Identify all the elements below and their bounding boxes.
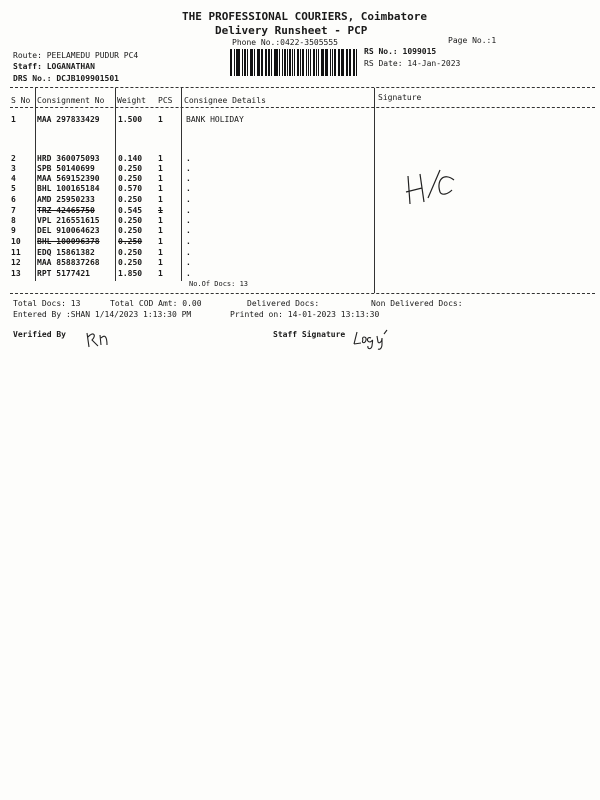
barcode-bar <box>325 49 326 76</box>
barcode-bar <box>332 49 333 76</box>
row-sno: 5 <box>11 184 16 193</box>
header-rule <box>10 107 595 108</box>
col-header-pcs: PCS <box>158 96 173 105</box>
barcode-bar <box>313 49 315 76</box>
row-pcs: 1 <box>158 216 163 225</box>
barcode-bar <box>292 49 293 76</box>
row-consignment: TRZ 42465750 <box>37 206 95 215</box>
row-details: . <box>186 154 191 163</box>
verified-by-label: Verified By <box>13 330 66 339</box>
barcode-bar <box>284 49 286 76</box>
barcode-bar <box>339 49 340 76</box>
barcode-bar <box>237 49 240 76</box>
barcode-bar <box>297 49 300 76</box>
row-weight: 1.850 <box>118 269 143 278</box>
barcode-bar <box>316 49 317 76</box>
row-weight: 0.250 <box>118 174 143 183</box>
col-header-signature: Signature <box>378 93 422 102</box>
row-pcs: 1 <box>158 184 163 193</box>
barcode-bar <box>236 49 237 76</box>
runsheet-title: Delivery Runsheet - PCP <box>215 24 368 37</box>
barcode-bar <box>274 49 275 76</box>
row-details: . <box>186 164 191 173</box>
col-divider-sno <box>35 88 36 281</box>
staff-signature-label: Staff Signature <box>273 330 346 339</box>
non-delivered-docs: Non Delivered Docs: <box>371 299 463 308</box>
row-weight: 0.250 <box>118 216 143 225</box>
barcode-bar <box>279 49 280 76</box>
row-details: . <box>186 248 191 257</box>
row-sno: 8 <box>11 216 16 225</box>
barcode-bar <box>338 49 339 76</box>
barcode-bar <box>306 49 307 76</box>
row-pcs: 1 <box>158 206 163 215</box>
row-weight: 0.140 <box>118 154 143 163</box>
company-name: THE PROFESSIONAL COURIERS, Coimbatore <box>182 10 428 23</box>
barcode-bar <box>346 49 348 76</box>
barcode-bar <box>275 49 278 76</box>
delivered-docs: Delivered Docs: <box>247 299 320 308</box>
staff-name: Staff: LOGANATHAN <box>13 62 95 71</box>
row-consignment: EDQ 15861382 <box>37 248 95 257</box>
row-details: BANK HOLIDAY <box>186 115 244 124</box>
barcode-bar <box>353 49 355 76</box>
barcode-bar <box>310 49 312 76</box>
row-sno: 2 <box>11 154 16 163</box>
row-consignment: RPT 5177421 <box>37 269 90 278</box>
row-pcs: 1 <box>158 164 163 173</box>
barcode-bar <box>242 49 243 76</box>
row-pcs: 1 <box>158 248 163 257</box>
row-details: . <box>186 216 191 225</box>
row-consignment: SPB 50140699 <box>37 164 95 173</box>
barcode-bar <box>234 49 235 76</box>
barcode-bar <box>350 49 351 76</box>
row-consignment: AMD 25950233 <box>37 195 95 204</box>
row-pcs: 1 <box>158 237 163 246</box>
barcode-bar <box>318 49 319 76</box>
route: Route: PEELAMEDU PUDUR PC4 <box>13 51 139 60</box>
row-weight: 0.250 <box>118 226 143 235</box>
row-sno: 12 <box>11 258 21 267</box>
col-divider-signature <box>374 88 375 293</box>
col-divider-consignment <box>115 88 116 281</box>
col-header-consignee: Consignee Details <box>184 96 266 105</box>
barcode-bar <box>321 49 324 76</box>
handwritten-hc-mark <box>398 158 458 210</box>
row-consignment: MAA 569152390 <box>37 174 100 183</box>
handwritten-initial <box>83 329 113 349</box>
row-details: . <box>186 269 191 278</box>
row-details: . <box>186 226 191 235</box>
row-sno: 9 <box>11 226 16 235</box>
row-consignment: HRD 360075093 <box>37 154 100 163</box>
drs-number: DRS No.: DCJB109901501 <box>13 74 119 83</box>
row-details: . <box>186 237 191 246</box>
barcode-bar <box>308 49 309 76</box>
row-sno: 7 <box>11 206 16 215</box>
row-pcs: 1 <box>158 174 163 183</box>
row-sno: 10 <box>11 237 21 246</box>
row-consignment: BHL 100165184 <box>37 184 100 193</box>
row-consignment: MAA 858837268 <box>37 258 100 267</box>
barcode-bar <box>250 49 251 76</box>
barcode-bar <box>330 49 331 76</box>
barcode-bar <box>230 49 232 76</box>
barcode-bar <box>302 49 304 76</box>
col-header-consignment: Consignment No <box>37 96 105 105</box>
barcode <box>230 49 358 76</box>
col-header-sno: S No <box>11 96 31 105</box>
barcode-bar <box>326 49 328 76</box>
rs-number: RS No.: 1099015 <box>364 47 437 56</box>
row-sno: 6 <box>11 195 16 204</box>
table-top-rule <box>10 87 595 88</box>
row-sno: 13 <box>11 269 21 278</box>
row-consignment: VPL 216551615 <box>37 216 100 225</box>
barcode-bar <box>300 49 301 76</box>
barcode-bar <box>268 49 270 76</box>
row-sno: 11 <box>11 248 21 257</box>
row-details: . <box>186 206 191 215</box>
row-pcs: 1 <box>158 154 163 163</box>
barcode-bar <box>282 49 283 76</box>
row-sno: 3 <box>11 164 16 173</box>
total-cod-amount: Total COD Amt: 0.00 <box>110 299 202 308</box>
barcode-bar <box>294 49 295 76</box>
barcode-bar <box>247 49 248 76</box>
row-consignment: DEL 910064623 <box>37 226 100 235</box>
barcode-bar <box>334 49 336 76</box>
row-weight: 0.250 <box>118 248 143 257</box>
total-docs: Total Docs: 13 <box>13 299 81 308</box>
row-sno: 4 <box>11 174 16 183</box>
no-of-docs: No.Of Docs: 13 <box>189 280 249 288</box>
barcode-bar <box>257 49 260 76</box>
row-consignment: MAA 297833429 <box>37 115 100 124</box>
phone-number: Phone No.:0422-3505555 <box>232 38 338 47</box>
row-details: . <box>186 174 191 183</box>
barcode-bar <box>287 49 288 76</box>
barcode-bar <box>262 49 263 76</box>
barcode-bar <box>251 49 253 76</box>
barcode-bar <box>254 49 255 76</box>
row-sno: 1 <box>11 115 16 124</box>
row-weight: 0.250 <box>118 164 143 173</box>
barcode-bar <box>289 49 291 76</box>
col-divider-pcs <box>181 88 182 281</box>
row-weight: 0.250 <box>118 237 143 246</box>
row-details: . <box>186 184 191 193</box>
row-weight: 0.250 <box>118 258 143 267</box>
barcode-bar <box>261 49 262 76</box>
row-pcs: 1 <box>158 226 163 235</box>
row-weight: 1.500 <box>118 115 143 124</box>
row-pcs: 1 <box>158 195 163 204</box>
handwritten-staff-signature <box>351 326 391 352</box>
barcode-bar <box>341 49 344 76</box>
table-bottom-rule <box>10 293 595 294</box>
row-weight: 0.250 <box>118 195 143 204</box>
barcode-bar <box>244 49 246 76</box>
barcode-bar <box>349 49 350 76</box>
row-weight: 0.570 <box>118 184 143 193</box>
row-details: . <box>186 195 191 204</box>
barcode-bar <box>271 49 272 76</box>
row-pcs: 1 <box>158 115 163 124</box>
barcode-bar <box>265 49 267 76</box>
row-consignment: BHL 100096378 <box>37 237 100 246</box>
printed-on: Printed on: 14-01-2023 13:13:30 <box>230 310 380 319</box>
col-header-weight: Weight <box>117 96 146 105</box>
row-pcs: 1 <box>158 258 163 267</box>
entered-by: Entered By :SHAN 1/14/2023 1:13:30 PM <box>13 310 192 319</box>
row-pcs: 1 <box>158 269 163 278</box>
row-weight: 0.545 <box>118 206 143 215</box>
row-details: . <box>186 258 191 267</box>
barcode-bar <box>356 49 357 76</box>
rs-date: RS Date: 14-Jan-2023 <box>364 59 461 68</box>
page-number: Page No.:1 <box>448 36 497 45</box>
